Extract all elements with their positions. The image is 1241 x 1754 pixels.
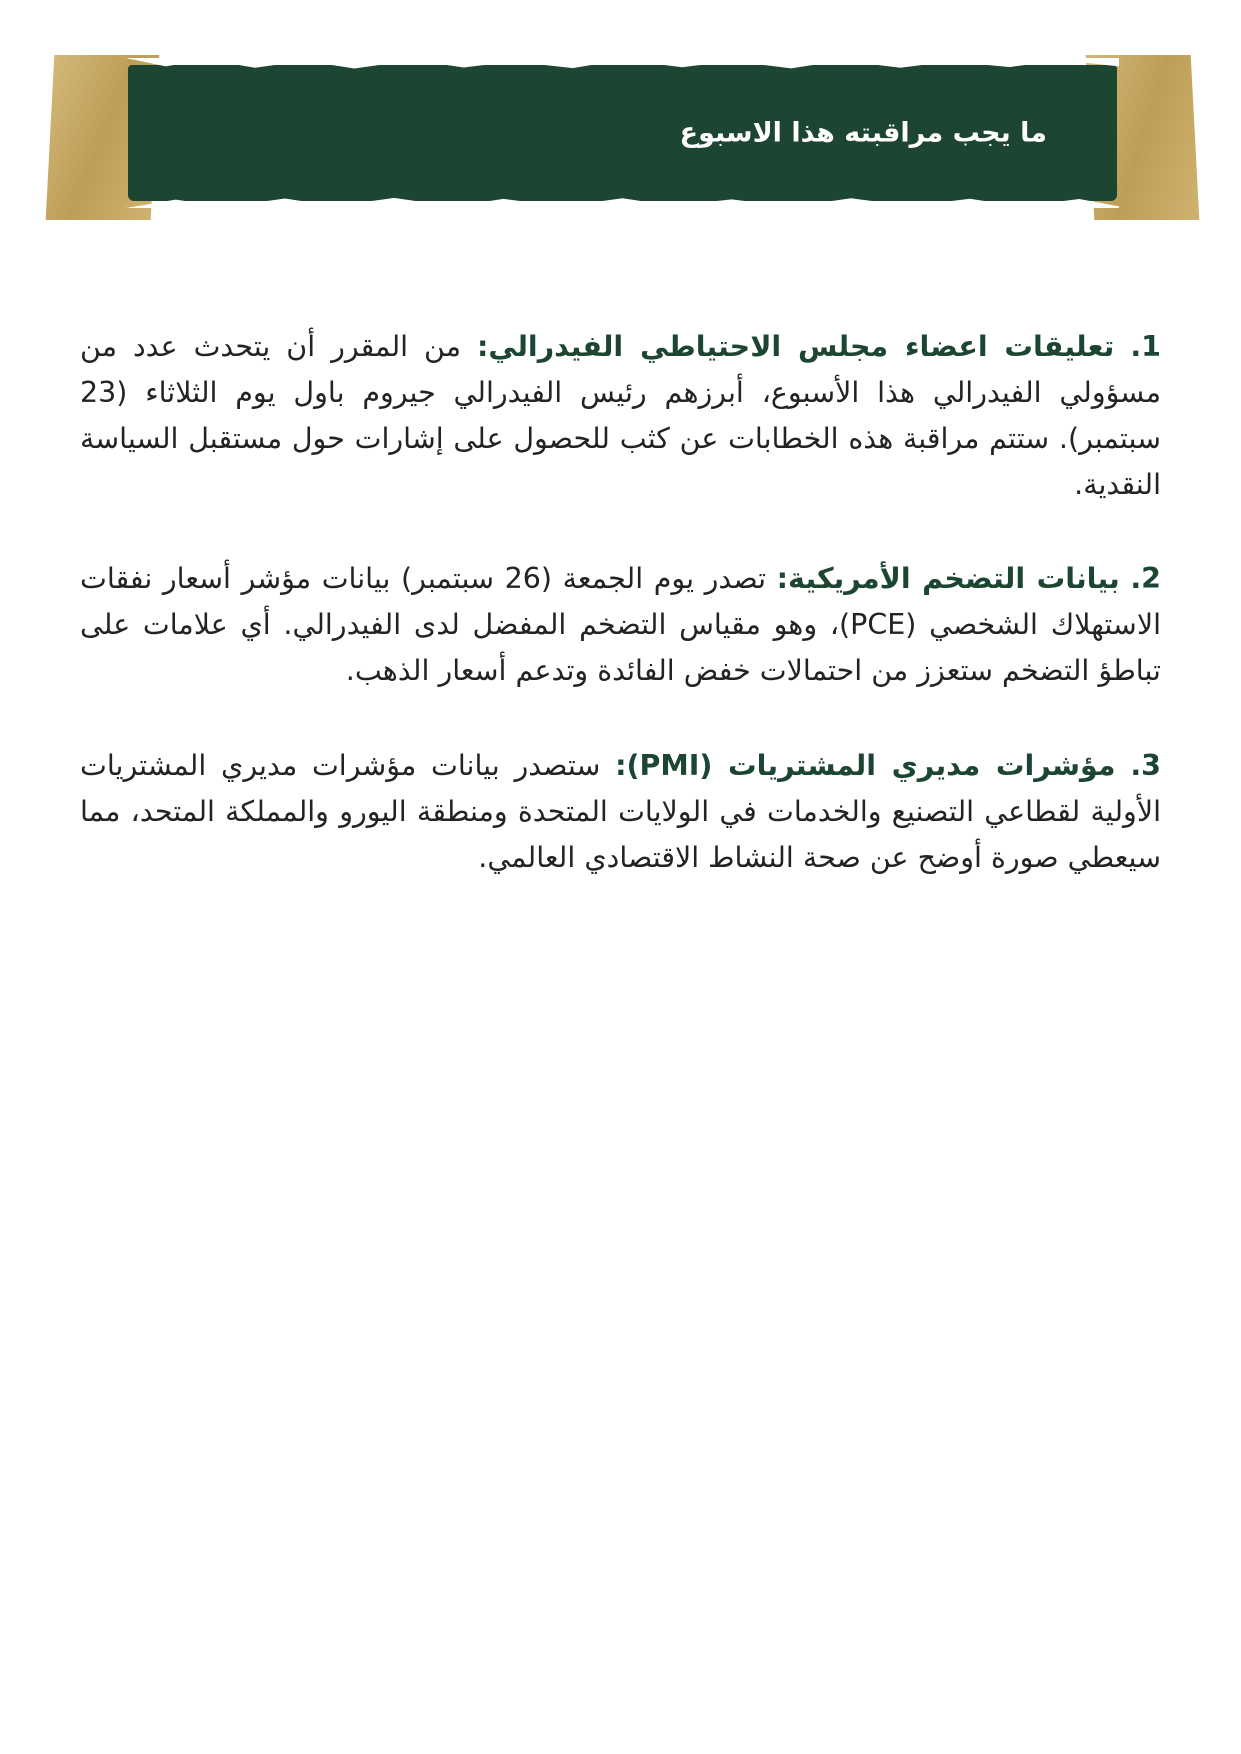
list-item-number: 3. <box>1130 748 1161 782</box>
list-item-lead: بيانات التضخم الأمريكية: <box>776 562 1120 596</box>
list-item-body: تصدر يوم الجمعة (26 سبتمبر) بيانات مؤشر أسعار نفقات الاستهلاك الشخصي (PCE)، وهو مقياس التضخم المفضل لدى الفيدرالي. أي علامات على تباطؤ التضخم ستعزز من احتمالات خفض الفائدة وتدعم أسعار الذهب. <box>80 562 1161 688</box>
list-item-body: ستصدر بيانات مؤشرات مديري المشتريات الأولية لقطاعي التصنيع والخدمات في الولايات المتحدة ومنطقة اليورو والمملكة المتحد، مما سيعطي صورة أوضح عن صحة النشاط الاقتصادي العالمي. <box>80 748 1161 874</box>
list-item-lead: تعليقات اعضاء مجلس الاحتياطي الفيدرالي: <box>477 329 1115 363</box>
list-item <box>80 324 1161 509</box>
list-item-body: من المقرر أن يتحدث عدد من مسؤولي الفيدرالي هذا الأسبوع، أبرزهم رئيس الفيدرالي جيروم باول يوم الثلاثاء (23 سبتمبر). ستتم مراقبة هذه الخطابات عن كثب للحصول على إشارات حول مستقبل السياسة النقدية. <box>80 329 1161 501</box>
list-item-number: 1. <box>1130 329 1161 363</box>
list-item <box>80 556 1161 694</box>
list-item <box>80 743 1161 881</box>
article-body <box>80 295 1161 881</box>
header-banner <box>50 55 1195 220</box>
list-item-lead: مؤشرات مديري المشتريات (PMI): <box>615 748 1116 782</box>
banner-strip <box>128 65 1117 201</box>
list-item-number: 2. <box>1130 562 1162 596</box>
page-title: ما يجب مراقبته هذا الاسبوع <box>679 117 1047 149</box>
